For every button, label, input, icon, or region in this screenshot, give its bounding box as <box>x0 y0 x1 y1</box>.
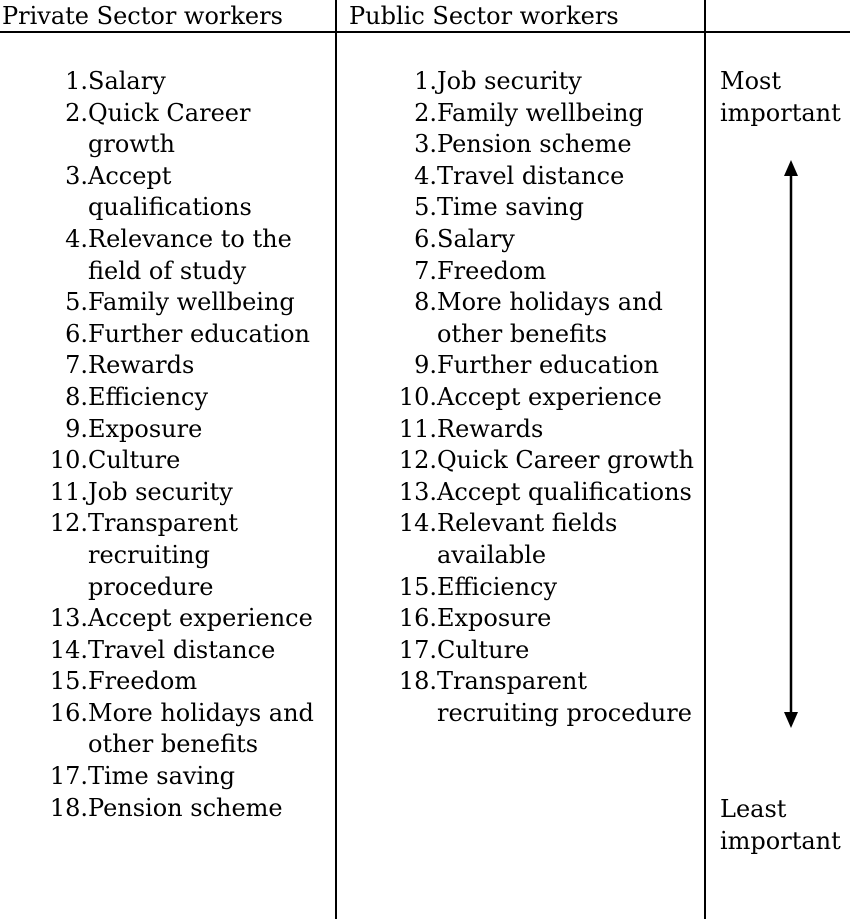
list-item <box>348 603 702 635</box>
item-text: Salary <box>88 67 166 95</box>
item-text: Further education <box>437 351 659 380</box>
most-important-label <box>720 66 841 129</box>
item-number: 4. <box>65 224 88 253</box>
list-item <box>0 287 333 319</box>
list-item <box>0 666 333 698</box>
item-text: Job security <box>437 67 582 95</box>
item-text: Time saving <box>437 193 584 222</box>
importance-arrow-icon <box>778 160 804 728</box>
item-number: 9. <box>65 414 88 443</box>
item-number: 11. <box>49 477 88 506</box>
item-text: Freedom <box>88 667 198 696</box>
list-item <box>0 224 333 287</box>
item-text: Time saving <box>88 762 235 791</box>
column-divider-1 <box>335 0 337 919</box>
list-item <box>348 192 702 224</box>
least-important-line-2: important <box>720 826 841 855</box>
list-item <box>348 477 702 509</box>
item-text: Accept experience <box>88 604 313 633</box>
item-text: Quick Career growth <box>437 446 695 475</box>
list-item <box>348 161 702 193</box>
item-text: More holidays and other benefits <box>88 698 314 759</box>
item-text: Travel distance <box>88 635 276 664</box>
list-item <box>0 635 333 667</box>
list-item <box>348 224 702 256</box>
item-number: 5. <box>414 193 437 222</box>
item-text: Culture <box>437 635 530 664</box>
least-important-label <box>720 794 841 857</box>
list-item <box>0 793 333 825</box>
item-number: 13. <box>398 477 437 506</box>
list-item <box>0 66 333 98</box>
item-text: Family wellbeing <box>437 98 644 127</box>
list-item <box>0 98 333 161</box>
item-text: Rewards <box>437 414 544 443</box>
item-text: Efficiency <box>88 382 209 411</box>
list-item <box>0 477 333 509</box>
item-text: Salary <box>437 224 515 253</box>
item-text: Culture <box>88 446 181 475</box>
list-item <box>348 350 702 382</box>
list-item <box>348 572 702 604</box>
item-text: Pension scheme <box>437 130 632 159</box>
list-item <box>0 603 333 635</box>
list-item <box>348 382 702 414</box>
item-number: 1. <box>414 67 437 95</box>
item-number: 9. <box>414 351 437 380</box>
item-text: More holidays and other benefits <box>437 288 663 348</box>
item-number: 8. <box>65 382 88 411</box>
item-number: 1. <box>65 67 88 95</box>
item-text: Further education <box>88 319 310 348</box>
list-item <box>0 508 333 603</box>
item-number: 13. <box>49 604 88 633</box>
item-text: Accept qualifications <box>88 161 252 222</box>
item-number: 4. <box>414 161 437 190</box>
item-text: Quick Career growth <box>88 98 251 159</box>
item-number: 3. <box>414 130 437 159</box>
item-number: 14. <box>398 509 437 538</box>
item-number: 15. <box>49 667 88 696</box>
list-item <box>348 256 702 288</box>
item-text: Job security <box>88 477 233 506</box>
item-text: Accept qualifications <box>437 477 692 506</box>
item-number: 16. <box>49 698 88 727</box>
list-item <box>0 761 333 793</box>
item-number: 12. <box>398 446 437 475</box>
most-important-line-2: important <box>720 98 841 127</box>
item-number: 17. <box>398 635 437 664</box>
item-number: 18. <box>398 667 437 696</box>
item-number: 7. <box>65 351 88 380</box>
list-item <box>348 98 702 130</box>
list-item <box>348 445 702 477</box>
list-item <box>348 66 702 98</box>
item-number: 17. <box>49 762 88 791</box>
item-text: Freedom <box>437 256 547 285</box>
item-number: 10. <box>398 382 437 411</box>
list-item <box>348 635 702 667</box>
private-sector-list <box>0 66 333 824</box>
list-item <box>348 129 702 161</box>
public-sector-header: Public Sector workers <box>349 2 619 30</box>
item-text: Family wellbeing <box>88 288 295 317</box>
column-divider-2 <box>704 0 706 919</box>
list-item <box>348 666 702 729</box>
most-important-line-1: Most <box>720 67 781 95</box>
list-item <box>0 350 333 382</box>
item-number: 8. <box>414 288 437 317</box>
list-item <box>348 414 702 446</box>
item-text: Rewards <box>88 351 195 380</box>
item-number: 16. <box>398 604 437 633</box>
item-text: Transparent recruiting procedure <box>88 509 239 601</box>
item-number: 2. <box>414 98 437 127</box>
item-text: Relevant fields available <box>437 509 618 569</box>
item-text: Pension scheme <box>88 793 283 822</box>
item-text: Travel distance <box>437 161 625 190</box>
item-text: Exposure <box>437 604 552 633</box>
header-divider <box>0 31 850 33</box>
list-item <box>0 698 333 761</box>
item-number: 10. <box>49 446 88 475</box>
item-number: 2. <box>65 98 88 127</box>
list-item <box>0 414 333 446</box>
item-number: 5. <box>65 288 88 317</box>
item-number: 3. <box>65 161 88 190</box>
item-number: 12. <box>49 509 88 538</box>
list-item <box>348 287 702 350</box>
item-number: 14. <box>49 635 88 664</box>
list-item <box>0 161 333 224</box>
item-number: 11. <box>398 414 437 443</box>
item-text: Exposure <box>88 414 203 443</box>
item-number: 15. <box>398 572 437 601</box>
list-item <box>0 445 333 477</box>
item-number: 6. <box>414 224 437 253</box>
list-item <box>0 319 333 351</box>
item-text: Accept experience <box>437 382 662 411</box>
item-number: 7. <box>414 256 437 285</box>
list-item <box>0 382 333 414</box>
private-sector-header: Private Sector workers <box>2 2 283 30</box>
least-important-line-1: Least <box>720 795 787 823</box>
item-text: Transparent recruiting procedure <box>437 667 692 727</box>
item-number: 18. <box>49 793 88 822</box>
item-text: Relevance to the field of study <box>88 224 292 285</box>
item-number: 6. <box>65 319 88 348</box>
item-text: Efficiency <box>437 572 558 601</box>
public-sector-list <box>348 66 702 729</box>
list-item <box>348 508 702 571</box>
